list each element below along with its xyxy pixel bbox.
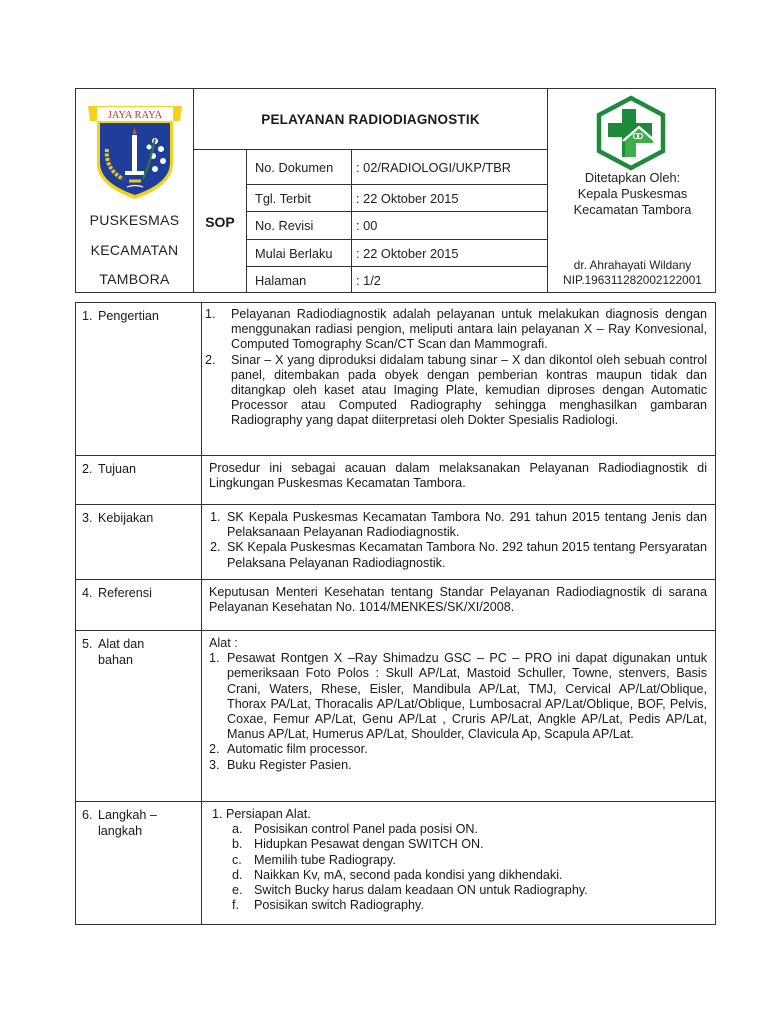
meta-value-halaman: : 1/2 [356, 272, 381, 288]
org-name-line: KECAMATAN [90, 242, 179, 258]
section-label: 3. Kebijakan [76, 505, 202, 579]
list-item: 2. Sinar – X yang diproduksi didalam tabung sinar – X dan dikontol oleh sebuah control panel, ditembakan pada obyek dengan pemberian kontras maupun tidak dan ditangkap oleh kaset atau Imaging Plate, kemudian diproses dengan Automatic Processor atau Computed Radiography sehingga menghasilkan gambaran Radiography yang dapat diiterpretasi oleh Dokter Spesialis Radiologi. [205, 352, 707, 428]
meta-label-tgl-terbit: Tgl. Terbit [255, 190, 311, 206]
list-item: 2. Automatic film processor. [209, 742, 368, 757]
paragraph: Prosedur ini sebagai acauan dalam melaksanakan Pelayanan Radiodiagnostik di Lingkungan Puskesmas Kecamatan Tambora. [209, 461, 707, 491]
substep-item: a. Posisikan control Panel pada posisi ON. [232, 822, 479, 837]
puskesmas-logo-icon [595, 95, 667, 171]
signer-block [548, 257, 717, 289]
list-item: 2. SK Kepala Puskesmas Kecamatan Tambora No. 292 tahun 2015 tentang Persyaratan Pelaksana Pelayanan Radiodiagnostik. [210, 540, 707, 570]
section-referensi [75, 579, 716, 631]
meta-label-mulai-berlaku: Mulai Berlaku [255, 245, 333, 261]
section-label: 5. Alat dan bahan [76, 631, 202, 801]
document-title: PELAYANAN RADIODIAGNOSTIK [261, 111, 480, 127]
section-content [203, 580, 715, 615]
approval-line: Kecamatan Tambora [573, 202, 692, 217]
section-pengertian [75, 302, 716, 456]
substep-item: b. Hidupkan Pesawat dengan SWITCH ON. [232, 837, 484, 852]
list-item: 1. Pelayanan Radiodiagnostik adalah pelayanan untuk melakukan diagnosis dengan menggunakan radiasi pengion, meliputi antara lain pelayanan X – Ray Konvesional, Computed Tomography Scan/CT Scan dan Mammografi. [205, 307, 707, 352]
org-name-line: PUSKESMAS [89, 212, 180, 228]
section-content [203, 303, 715, 429]
paragraph: Keputusan Menteri Kesehatan tentang Standar Pelayanan Radiodiagnostik di sarana Pelayanan Kesehatan No. 1014/MENKES/SK/XI/2008. [209, 585, 707, 615]
list-item: 1. SK Kepala Puskesmas Kecamatan Tambora No. 291 tahun 2015 tentang Jenis dan Pelaksanaan Pelayanan Radiodiagnostik. [210, 510, 707, 540]
section-content [203, 456, 715, 491]
approval-line: Ditetapkan Oleh: [584, 170, 681, 185]
meta-value-no-revisi: : 00 [356, 218, 378, 233]
meta-label-no-dokumen: No. Dokumen [255, 159, 334, 175]
list-item: 1. Pesawat Rontgen X –Ray Shimadzu GSC – PC – PRO ini dapat digunakan untuk pemeriksaan Foto Polos : Skull AP/Lat, Mastoid Schuller, Towne, stenvers, Basis Crani, Waters, Rhese, Eisler, Mandibula AP/Lat, TMJ, Cervical AP/Lat/Oblique, Thorax PA/Lat, Thoracalis AP/Lat/Oblique, Lumbosacral AP/Lat/Oblique, BOF, Pelvis, Coxae, Femur AP/Lat, Genu AP/Lat , Cruris AP/Lat, Angkle AP/Lat, Pedis AP/Lat, Manus AP/Lat, Humerus AP/Lat, Shoulder, Clavicula Ap, Scapula AP/Lat. [209, 651, 707, 742]
section-langkah [75, 801, 716, 925]
approval-block [548, 169, 717, 219]
sop-label: SOP [205, 214, 235, 230]
meta-label-no-revisi: No. Revisi [255, 218, 314, 233]
org-name-line: TAMBORA [99, 271, 170, 287]
sop-header [75, 88, 716, 293]
section-content [203, 631, 715, 773]
meta-value-tgl-terbit: : 22 Oktober 2015 [356, 190, 459, 206]
section-label: 2. Tujuan [76, 456, 202, 504]
signer-name: dr. Ahrahayati Wildany [573, 258, 692, 272]
substep-item: e. Switch Bucky harus dalam keadaan ON untuk Radiography. [232, 883, 588, 898]
substep-item: f. Posisikan switch Radiography. [232, 898, 424, 913]
substep-item: d. Naikkan Kv, mA, second pada kondisi yang dikhendaki. [232, 867, 563, 882]
meta-value-mulai-berlaku: : 22 Oktober 2015 [356, 245, 459, 261]
section-label: 4. Referensi [76, 580, 202, 630]
section-tujuan [75, 455, 716, 505]
substep-item: c. Memilih tube Radiograpy. [232, 852, 396, 867]
meta-label-halaman: Halaman [255, 272, 307, 288]
section-kebijakan [75, 504, 716, 580]
signer-nip: NIP.196311282002122001 [563, 273, 702, 287]
jaya-raya-emblem-icon [85, 101, 185, 201]
list-item: 3. Buku Register Pasien. [209, 757, 352, 772]
meta-value-no-dokumen: : 02/RADIOLOGI/UKP/TBR [356, 159, 512, 175]
section-content [203, 505, 715, 571]
section-content [203, 802, 715, 913]
alat-intro: Alat : [209, 636, 238, 650]
section-alat-bahan [75, 630, 716, 802]
section-label: 6. Langkah – langkah [76, 802, 202, 924]
svg-text:JAYA RAYA: JAYA RAYA [107, 110, 163, 121]
section-label: 1. Pengertian [76, 303, 202, 455]
approval-line: Kepala Puskesmas [577, 186, 688, 201]
step-item: 1. Persiapan Alat. [212, 807, 311, 821]
